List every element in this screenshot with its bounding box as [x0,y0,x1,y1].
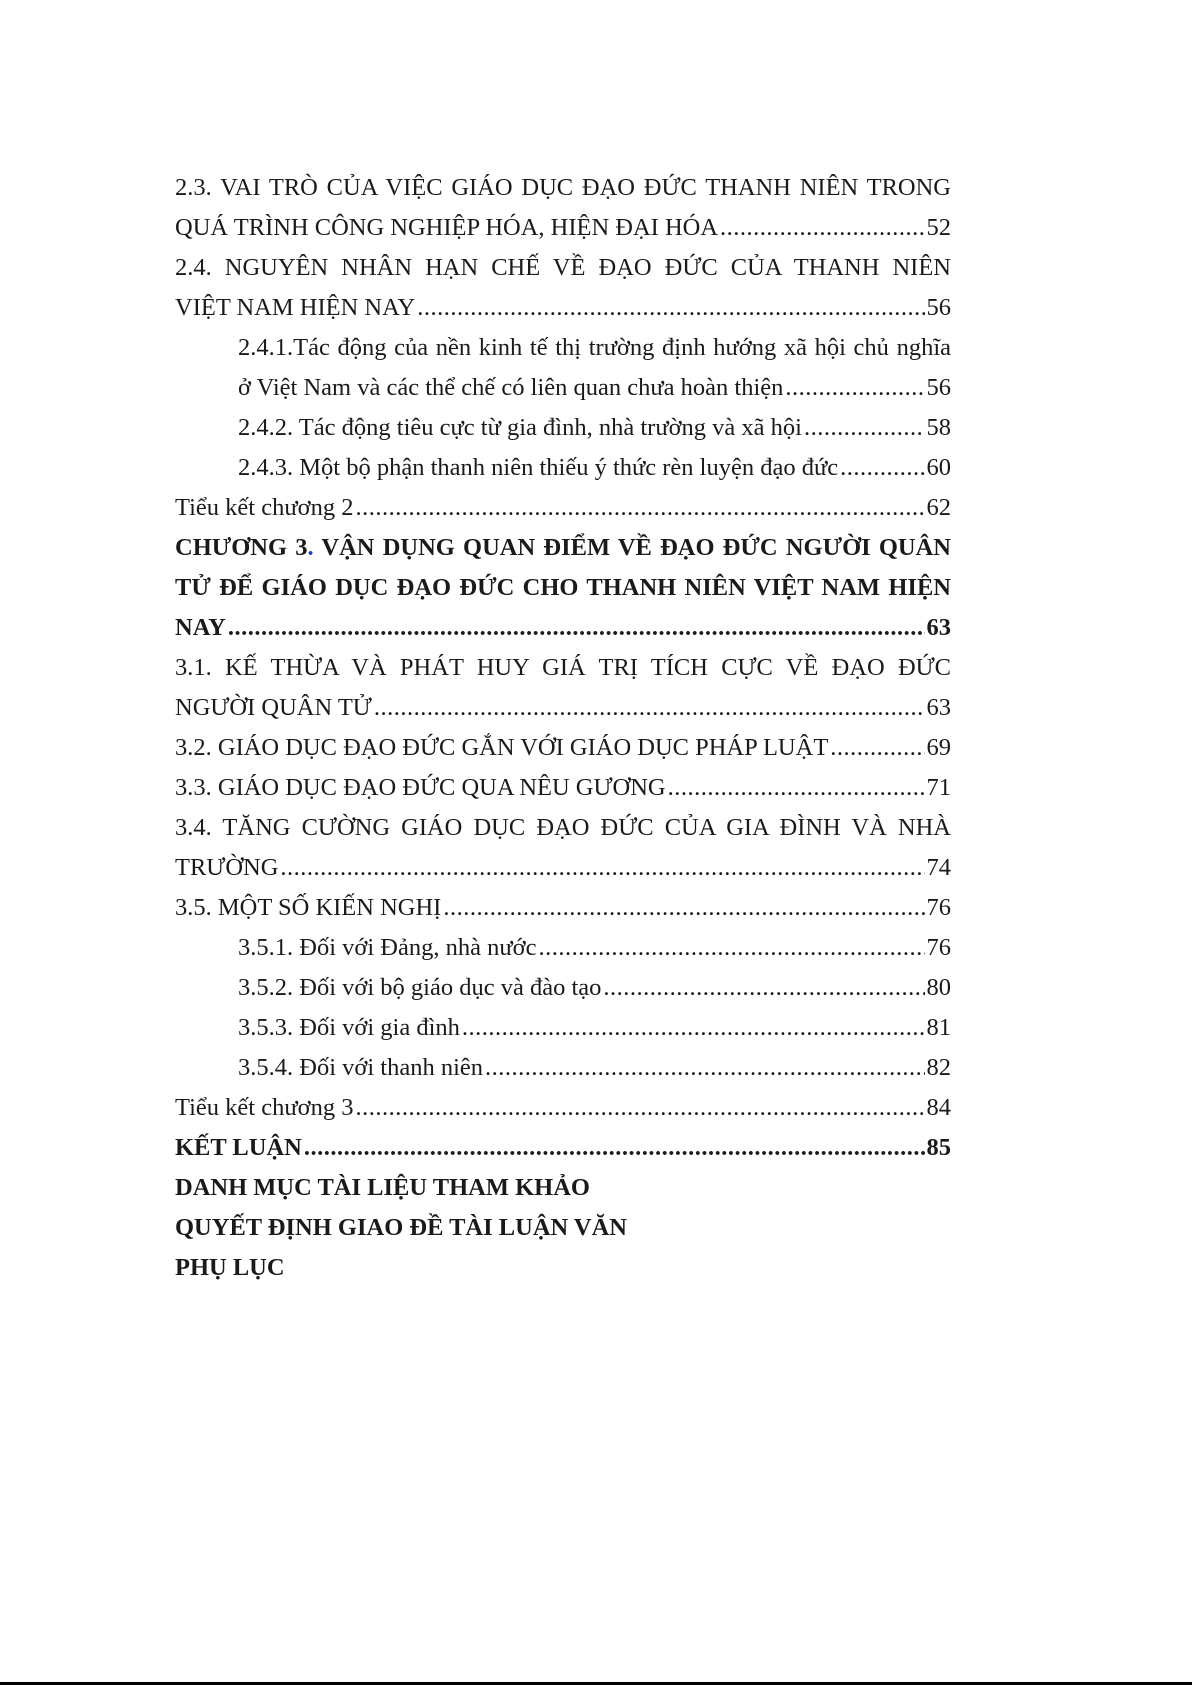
toc-section-2-3-line-2 [175,208,951,248]
toc-section-3-1-line-2 [175,688,951,728]
toc-page-number: 56 [926,294,951,321]
dot-leader [830,728,924,768]
toc-chapter-3-summary [175,1088,951,1128]
table-of-contents [175,168,951,1288]
dot-leader [840,448,924,488]
toc-page-number: 58 [926,414,951,441]
toc-chapter-3-line-2: TỬ ĐỂ GIÁO DỤC ĐẠO ĐỨC CHO THANH NIÊN VIỆT NAM HIỆN [175,574,951,601]
dot-leader [355,1088,924,1128]
toc-page-number: 71 [926,774,951,801]
chapter-3-label: CHƯƠNG 3 [175,534,308,561]
toc-appendix: PHỤ LỤC [175,1254,285,1281]
toc-chapter-3-line-3 [175,608,951,648]
dot-leader [280,848,924,888]
toc-entry-text: Tiểu kết chương 3 [175,1094,354,1121]
toc-page-number: 76 [926,934,951,961]
toc-section-3-3 [175,768,951,808]
toc-section-3-5-1 [175,928,951,968]
toc-entry-text: 3.2. GIÁO DỤC ĐẠO ĐỨC GẮN VỚI GIÁO DỤC PHÁP LUẬT [175,734,829,761]
toc-page-number: 52 [926,214,951,241]
toc-section-2-4-line-2 [175,288,951,328]
toc-section-3-4-line-2 [175,848,951,888]
dot-leader [720,208,924,248]
dot-leader [304,1128,925,1168]
toc-entry-text: NAY [175,614,226,641]
toc-section-3-5-2 [175,968,951,1008]
toc-entry-text: 3.5.1. Đối với Đảng, nhà nước [238,934,537,961]
dot-leader [538,928,924,968]
toc-chapter-2-summary [175,488,951,528]
toc-entry-text: 2.4.2. Tác động tiêu cực từ gia đình, nhà trường và xã hội [238,414,802,441]
toc-page-number: 56 [926,374,951,401]
dot-leader [355,488,924,528]
toc-section-3-5 [175,888,951,928]
toc-section-3-2 [175,728,951,768]
dot-leader [228,608,925,648]
toc-entry-text: 3.5.3. Đối với gia đình [238,1014,460,1041]
dot-leader [668,768,925,808]
toc-page-number: 63 [926,614,951,641]
dot-leader [785,368,924,408]
dot-leader [603,968,924,1008]
toc-entry-text: NGƯỜI QUÂN TỬ [175,694,372,721]
toc-section-2-3-line-1: 2.3. VAI TRÒ CỦA VIỆC GIÁO DỤC ĐẠO ĐỨC THANH NIÊN TRONG [175,174,951,201]
toc-chapter-3-line-1 [175,528,951,568]
toc-entry-text: Tiểu kết chương 2 [175,494,354,521]
toc-page-number: 69 [926,734,951,761]
dot-leader [804,408,925,448]
toc-section-3-5-4 [175,1048,951,1088]
dot-leader [417,288,924,328]
toc-entry-text: 3.5. MỘT SỐ KIẾN NGHỊ [175,894,442,921]
dot-leader [462,1008,925,1048]
toc-entry-text: 2.4.3. Một bộ phận thanh niên thiếu ý thức rèn luyện đạo đức [238,454,839,481]
toc-section-3-4-line-1: 3.4. TĂNG CƯỜNG GIÁO DỤC ĐẠO ĐỨC CỦA GIA ĐÌNH VÀ NHÀ [175,814,951,841]
toc-entry-text: 3.3. GIÁO DỤC ĐẠO ĐỨC QUA NÊU GƯƠNG [175,774,666,801]
toc-section-2-4-1-line-1: 2.4.1.Tác động của nền kinh tế thị trường định hướng xã hội chủ nghĩa [238,334,951,361]
toc-page-number: 82 [926,1054,951,1081]
toc-entry-text: ở Việt Nam và các thể chế có liên quan chưa hoàn thiện [238,374,784,401]
toc-entry-text: 3.5.2. Đối với bộ giáo dục và đào tạo [238,974,602,1001]
toc-entry-text: 3.5.4. Đối với thanh niên [238,1054,483,1081]
toc-section-2-4-1-line-2 [175,368,951,408]
dot-leader [374,688,925,728]
toc-conclusion [175,1128,951,1168]
toc-thesis-decision: QUYẾT ĐỊNH GIAO ĐỀ TÀI LUẬN VĂN [175,1214,627,1241]
toc-page-number: 62 [926,494,951,521]
toc-page-number: 74 [926,854,951,881]
toc-entry-text: KẾT LUẬN [175,1134,302,1161]
toc-section-2-4-3 [175,448,951,488]
toc-page-number: 80 [926,974,951,1001]
toc-page-number: 81 [926,1014,951,1041]
toc-section-2-4-line-1: 2.4. NGUYÊN NHÂN HẠN CHẾ VỀ ĐẠO ĐỨC CỦA THANH NIÊN [175,254,951,281]
toc-section-2-4-2 [175,408,951,448]
chapter-3-title-start: VẬN DỤNG QUAN ĐIỂM VỀ ĐẠO ĐỨC NGƯỜI QUÂN [313,534,951,561]
toc-entry-text: QUÁ TRÌNH CÔNG NGHIỆP HÓA, HIỆN ĐẠI HÓA [175,214,719,241]
toc-references: DANH MỤC TÀI LIỆU THAM KHẢO [175,1174,590,1201]
toc-entry-text: VIỆT NAM HIỆN NAY [175,294,416,321]
dot-leader [443,888,924,928]
toc-page-number: 63 [926,694,951,721]
toc-page-number: 84 [926,1094,951,1121]
dot-leader [485,1048,925,1088]
chapter-3-dot: . [307,534,314,561]
toc-page-number: 85 [926,1134,951,1161]
toc-section-3-5-3 [175,1008,951,1048]
toc-section-3-1-line-1: 3.1. KẾ THỪA VÀ PHÁT HUY GIÁ TRỊ TÍCH CỰC VỀ ĐẠO ĐỨC [175,654,951,681]
toc-page-number: 60 [926,454,951,481]
toc-page-number: 76 [926,894,951,921]
toc-entry-text: TRƯỜNG [175,854,279,881]
